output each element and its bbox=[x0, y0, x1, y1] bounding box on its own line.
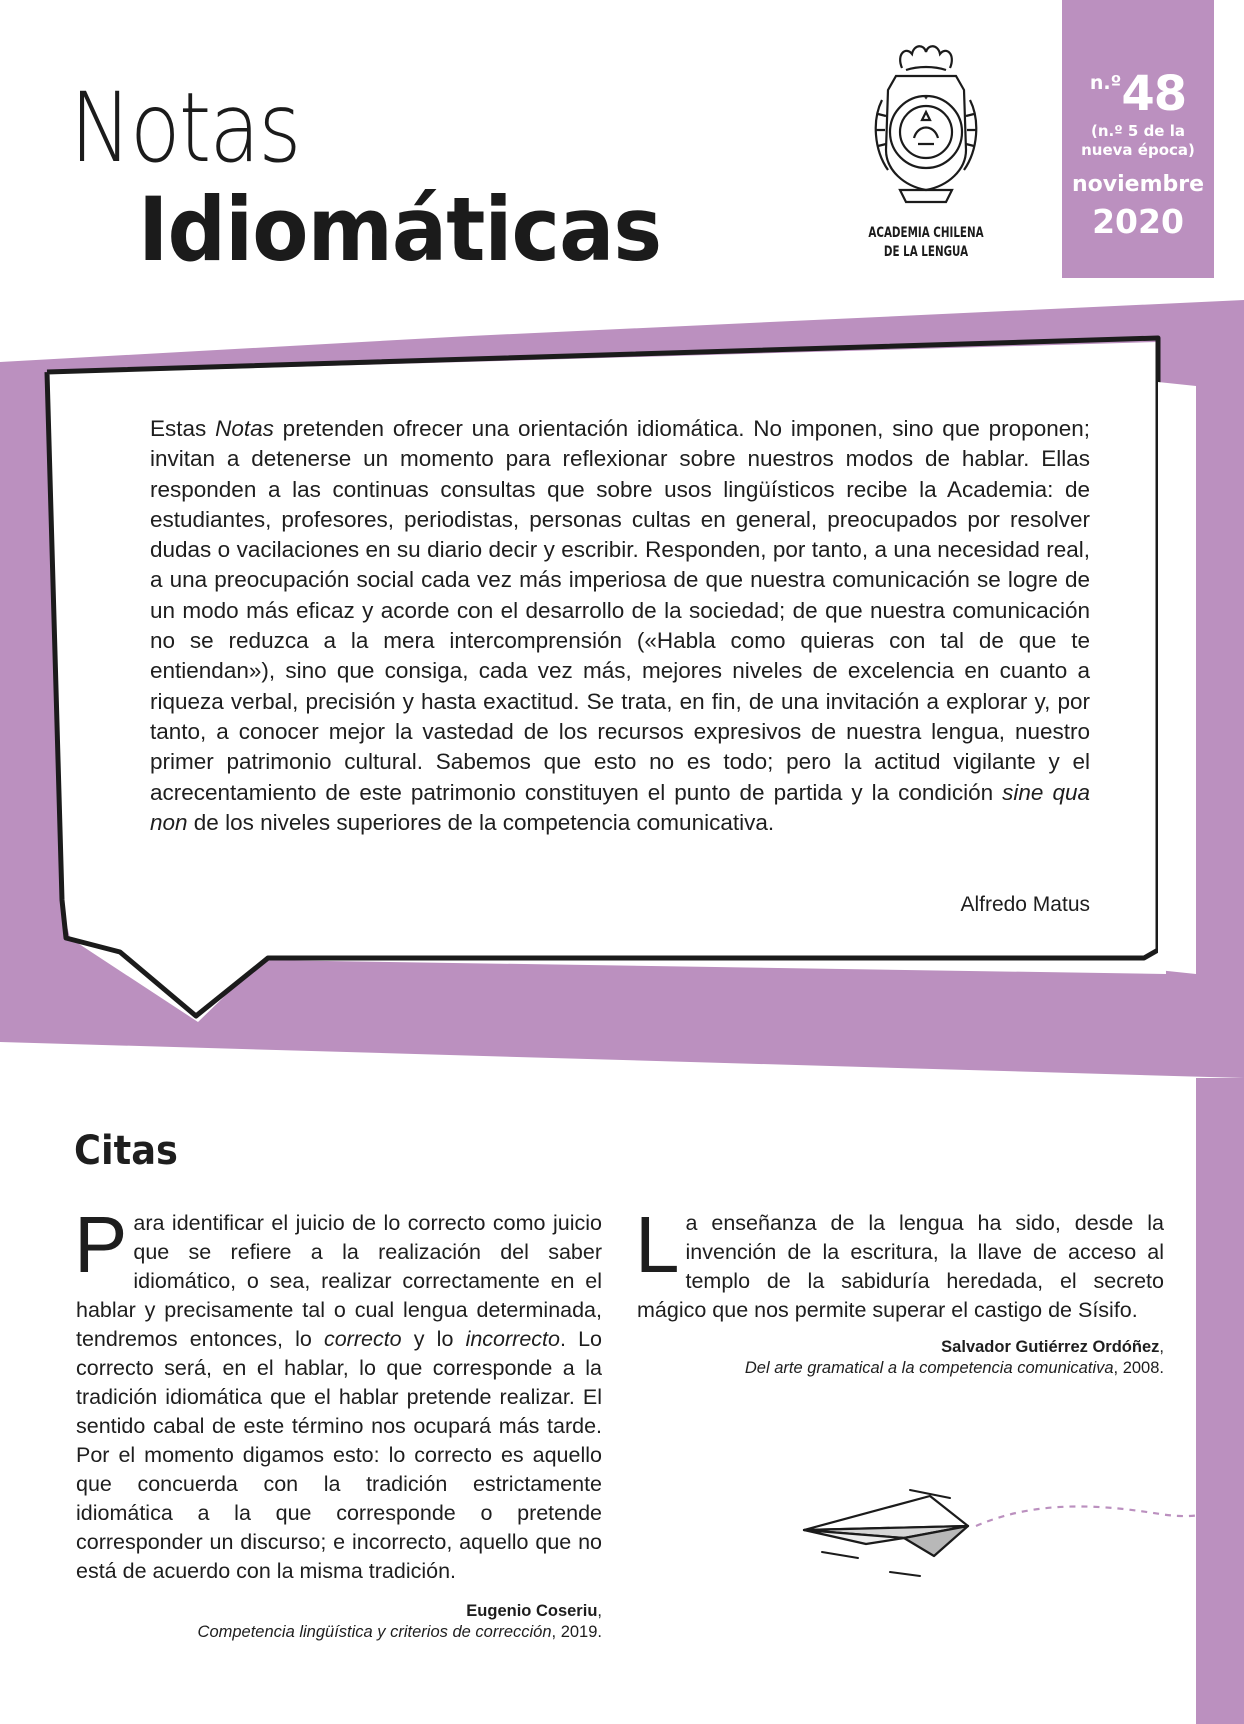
intro-text-2: pretenden ofrecer una orientación idiomática. No imponen, sino que proponen; invitan a detenerse un momento para reflexionar sobre nuestros modos de hablar. Ellas responden a las continuas consultas que sobre usos lingüísticos recibe la Academia: de estudiantes, profesores, periodistas, personas cultas en general, preocupados por resolver dudas o vacilaciones en su diario decir y escribir. Responden, por tanto, a una necesidad real, a una preocupación social cada vez más imperiosa de que nuestra comunicación se logre de un modo más eficaz y acorde con el desarrollo de la sociedad; de que nuestra comunicación no se reduzca a la mera intercomprensión («Habla como quieras con tal de que te entiendan»), sino que consiga, cada vez más, mejores niveles de excelencia en cuanto a riqueza verbal, precisión y hasta exactitud. Se trata, en fin, de una invitación a explorar y, por tanto, a conocer mejor la vastedad de los recursos expresivos de nuestra lengua, nuestro primer patrimonio cultural. Sabemos que esto no es todo; pero la actitud vigilante y el acrecentamiento de este patrimonio constituyen el punto de partida y la condición bbox=[150, 416, 1090, 805]
quote-left-em-correcto: correcto bbox=[323, 1327, 402, 1351]
citation-gutierrez bbox=[660, 1337, 1164, 1379]
citation-left-comma: , bbox=[597, 1602, 602, 1620]
paper-plane-icon bbox=[800, 1480, 1220, 1590]
issue-subtitle bbox=[1062, 122, 1214, 160]
intro-author: Alfredo Matus bbox=[960, 893, 1090, 916]
academy-name bbox=[860, 224, 991, 262]
quote-coseriu bbox=[74, 1200, 602, 1586]
intro-text-3: de los niveles superiores de la competencia comunicativa. bbox=[187, 809, 775, 835]
svg-text:✦: ✦ bbox=[923, 95, 929, 102]
intro-em-sine-qua-non: sine qua non bbox=[150, 779, 1090, 835]
quote-left-text-2: y lo bbox=[401, 1327, 466, 1351]
intro-em-notas: Notas bbox=[215, 416, 274, 441]
issue-prefix: n.º bbox=[1089, 72, 1122, 94]
dropcap-p: P bbox=[74, 1200, 128, 1289]
quote-left-em-incorrecto: incorrecto bbox=[465, 1327, 560, 1351]
academy-name-line1: ACADEMIA CHILENA bbox=[868, 225, 984, 241]
citation-right-year: , 2008. bbox=[1113, 1359, 1164, 1377]
quote-gutierrez bbox=[635, 1200, 1164, 1325]
citation-coseriu bbox=[100, 1601, 602, 1643]
dropcap-l: L bbox=[635, 1200, 680, 1289]
academy-crest-icon bbox=[866, 40, 986, 210]
title-idiomaticas: Idiomáticas bbox=[138, 178, 662, 281]
issue-badge bbox=[1062, 0, 1214, 278]
citation-right-work: Del arte gramatical a la competencia comunicativa bbox=[744, 1359, 1114, 1377]
quote-right-text: a enseñanza de la lengua ha sido, desde la invención de la escritura, la llave de acceso al templo de la sabiduría heredada, el secreto mágico que nos permite superar el castigo de Sísifo. bbox=[637, 1211, 1164, 1322]
section-title-citas: Citas bbox=[74, 1128, 178, 1174]
issue-month: noviembre bbox=[1071, 172, 1205, 197]
issue-year: 2020 bbox=[1092, 202, 1184, 241]
purple-strip-right bbox=[1196, 1078, 1244, 1724]
citation-right-author: Salvador Gutiérrez Ordóñez bbox=[941, 1338, 1160, 1356]
citation-left-work: Competencia lingüística y criterios de corrección bbox=[197, 1623, 552, 1641]
issue-number bbox=[1062, 66, 1214, 122]
citation-left-author: Eugenio Coseriu bbox=[466, 1602, 598, 1620]
issue-sub-line2: nueva época) bbox=[1081, 141, 1195, 159]
intro-text-1: Estas bbox=[150, 416, 216, 441]
issue-number-value: 48 bbox=[1121, 66, 1187, 122]
issue-sub-line1: (n.º 5 de la bbox=[1091, 122, 1185, 140]
academy-name-line2: DE LA LENGUA bbox=[883, 244, 969, 260]
bubble-shadow-panel bbox=[1158, 382, 1196, 974]
citation-left-year: , 2019. bbox=[551, 1623, 602, 1641]
quote-left-text-3: . Lo correcto será, en el hablar, lo que corresponde a la tradición idiomática que el hablar pretende realizar. El sentido cabal de este término nos ocupará más tarde. Por el momento digamos esto: lo correcto es aquello que concuerda con la tradición estrictamente idiomática a la que corresponde o pretende corresponder un discurso; e incorrecto, aquello que no está de acuerdo con la misma tradición. bbox=[76, 1327, 602, 1583]
intro-paragraph bbox=[150, 414, 1090, 838]
citation-right-comma: , bbox=[1159, 1338, 1164, 1356]
title-notas: Notas bbox=[70, 72, 300, 184]
quote-left-text-1: ara identificar el juicio de lo correcto como juicio que se refiere a la realización del saber idiomático, o sea, realizar correctamente en el hablar y precisamente tal o cual lengua determinada, tendremos entonces, lo bbox=[76, 1211, 602, 1351]
